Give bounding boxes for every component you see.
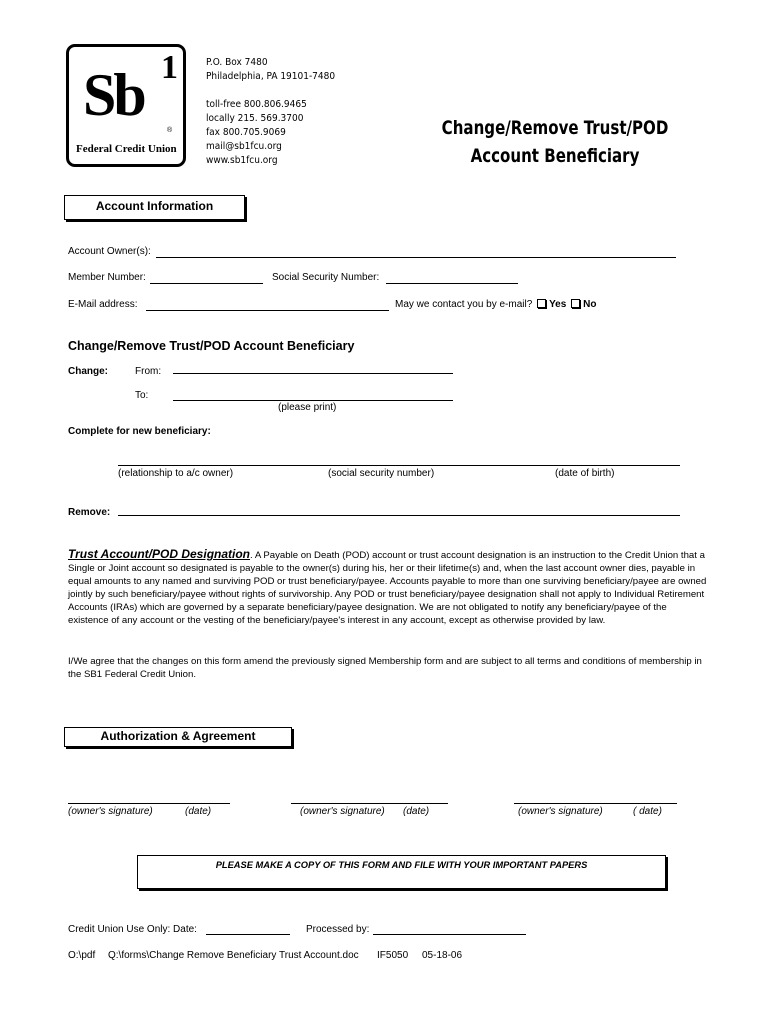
logo-superscript: 1 xyxy=(161,49,178,86)
ssn-caption: (social security number) xyxy=(328,468,435,479)
trust-designation-body: A Payable on Death (POD) account or trust account designation is an instruction to the Credit Union that a Single or Joint account so designated is payable to the owner(s) during his, her or their lifetime(s) and, when the last account owner dies, payable in equal amounts to any named and surviving POD or trust beneficiary/payee. Accounts payable to more than one surviving beneficiary/payee are owned jointly by such beneficiary/payee without rights of survivorship. Any POD or trust beneficiary/payee designation shall not apply to Individual Retirement Accounts (IRAs) which are governed by a separate beneficiary/payee designation. We are not obligated to notify any beneficiary/payee of the existence of any account or the vesting of the beneficiary/payee's interest in any account, except as otherwise provided by law. xyxy=(68,550,707,626)
trust-designation-lead-punct: . xyxy=(250,550,253,561)
signature-caption-1: (owner's signature) xyxy=(68,806,153,817)
ssn-field[interactable] xyxy=(386,283,518,284)
agreement-paragraph: I/We agree that the changes on this form amend the previously signed Membership form and are subject to all terms and conditions of membership in the SB1 Federal Credit Union. xyxy=(68,656,702,680)
date-caption-3: ( date) xyxy=(633,806,662,817)
title-line-1: Change/Remove Trust/POD xyxy=(441,117,669,139)
fax-number: fax 800.705.9069 xyxy=(206,127,286,138)
email-address: mail@sb1fcu.org xyxy=(206,141,282,152)
date-caption-2: (date) xyxy=(403,806,430,817)
website: www.sb1fcu.org xyxy=(206,155,278,166)
signature-line-1[interactable] xyxy=(68,803,230,804)
to-label: To: xyxy=(135,390,149,401)
office-use-date-label: Credit Union Use Only: Date: xyxy=(68,924,197,935)
logo xyxy=(66,44,186,167)
member-number-field[interactable] xyxy=(150,283,263,284)
no-label: No xyxy=(583,299,597,310)
change-label: Change: xyxy=(68,366,108,377)
footer-path-1: O:\pdf xyxy=(68,950,96,961)
signature-caption-2: (owner's signature) xyxy=(300,806,385,817)
page-title xyxy=(419,114,692,170)
relationship-caption: (relationship to a/c owner) xyxy=(118,468,234,479)
dob-caption: (date of birth) xyxy=(555,468,615,479)
email-contact-question xyxy=(395,299,596,310)
copy-notice-text: PLEASE MAKE A COPY OF THIS FORM AND FILE WITH YOUR IMPORTANT PAPERS xyxy=(215,860,588,870)
email-field[interactable] xyxy=(146,310,389,311)
address-line-2: Philadelphia, PA 19101-7480 xyxy=(206,71,336,82)
remove-field[interactable] xyxy=(118,515,680,516)
owners-label: Account Owner(s): xyxy=(68,246,151,257)
owners-field[interactable] xyxy=(156,257,676,258)
beneficiary-section-title: Change/Remove Trust/POD Account Beneficiary xyxy=(68,339,355,353)
new-beneficiary-field[interactable] xyxy=(118,465,680,466)
contact-block xyxy=(206,56,335,168)
office-use-date-field[interactable] xyxy=(206,934,290,935)
signature-line-3[interactable] xyxy=(514,803,677,804)
email-label: E-Mail address: xyxy=(68,299,138,310)
logo-registered: ® xyxy=(167,127,173,134)
to-field[interactable] xyxy=(173,400,453,401)
no-checkbox[interactable] xyxy=(571,299,580,308)
processed-by-field[interactable] xyxy=(373,934,526,935)
signature-line-2[interactable] xyxy=(291,803,448,804)
processed-by-label: Processed by: xyxy=(306,924,370,935)
local-phone: locally 215. 569.3700 xyxy=(206,113,304,124)
please-print-note: (please print) xyxy=(278,402,337,413)
trust-designation-lead: Trust Account/POD Designation xyxy=(68,547,251,561)
logo-mark: Sb xyxy=(83,62,144,128)
member-number-label: Member Number: xyxy=(68,272,146,283)
remove-label: Remove: xyxy=(68,507,111,518)
yes-label: Yes xyxy=(549,299,567,310)
account-info-header: Account Information xyxy=(64,195,245,220)
complete-new-beneficiary-label: Complete for new beneficiary: xyxy=(68,426,211,437)
footer-path-2: Q:\forms\Change Remove Beneficiary Trust Account.doc xyxy=(108,950,359,961)
title-line-2: Account Beneficiary xyxy=(470,145,640,167)
copy-notice-box xyxy=(137,855,666,889)
logo-name: Federal Credit Union xyxy=(76,143,177,155)
ssn-label: Social Security Number: xyxy=(272,272,380,283)
footer-date: 05-18-06 xyxy=(422,950,463,961)
tollfree-phone: toll-free 800.806.9465 xyxy=(206,99,307,110)
date-caption-1: (date) xyxy=(185,806,212,817)
signature-caption-3: (owner's signature) xyxy=(518,806,603,817)
from-label: From: xyxy=(135,366,162,377)
authorization-header: Authorization & Agreement xyxy=(64,727,292,747)
trust-designation-paragraph xyxy=(68,548,708,627)
footer-form-id: IF5050 xyxy=(377,950,409,961)
contact-question-text: May we contact you by e-mail? xyxy=(395,299,533,310)
from-field[interactable] xyxy=(173,373,453,374)
yes-checkbox[interactable] xyxy=(537,299,546,308)
address-line-1: P.O. Box 7480 xyxy=(206,57,268,68)
